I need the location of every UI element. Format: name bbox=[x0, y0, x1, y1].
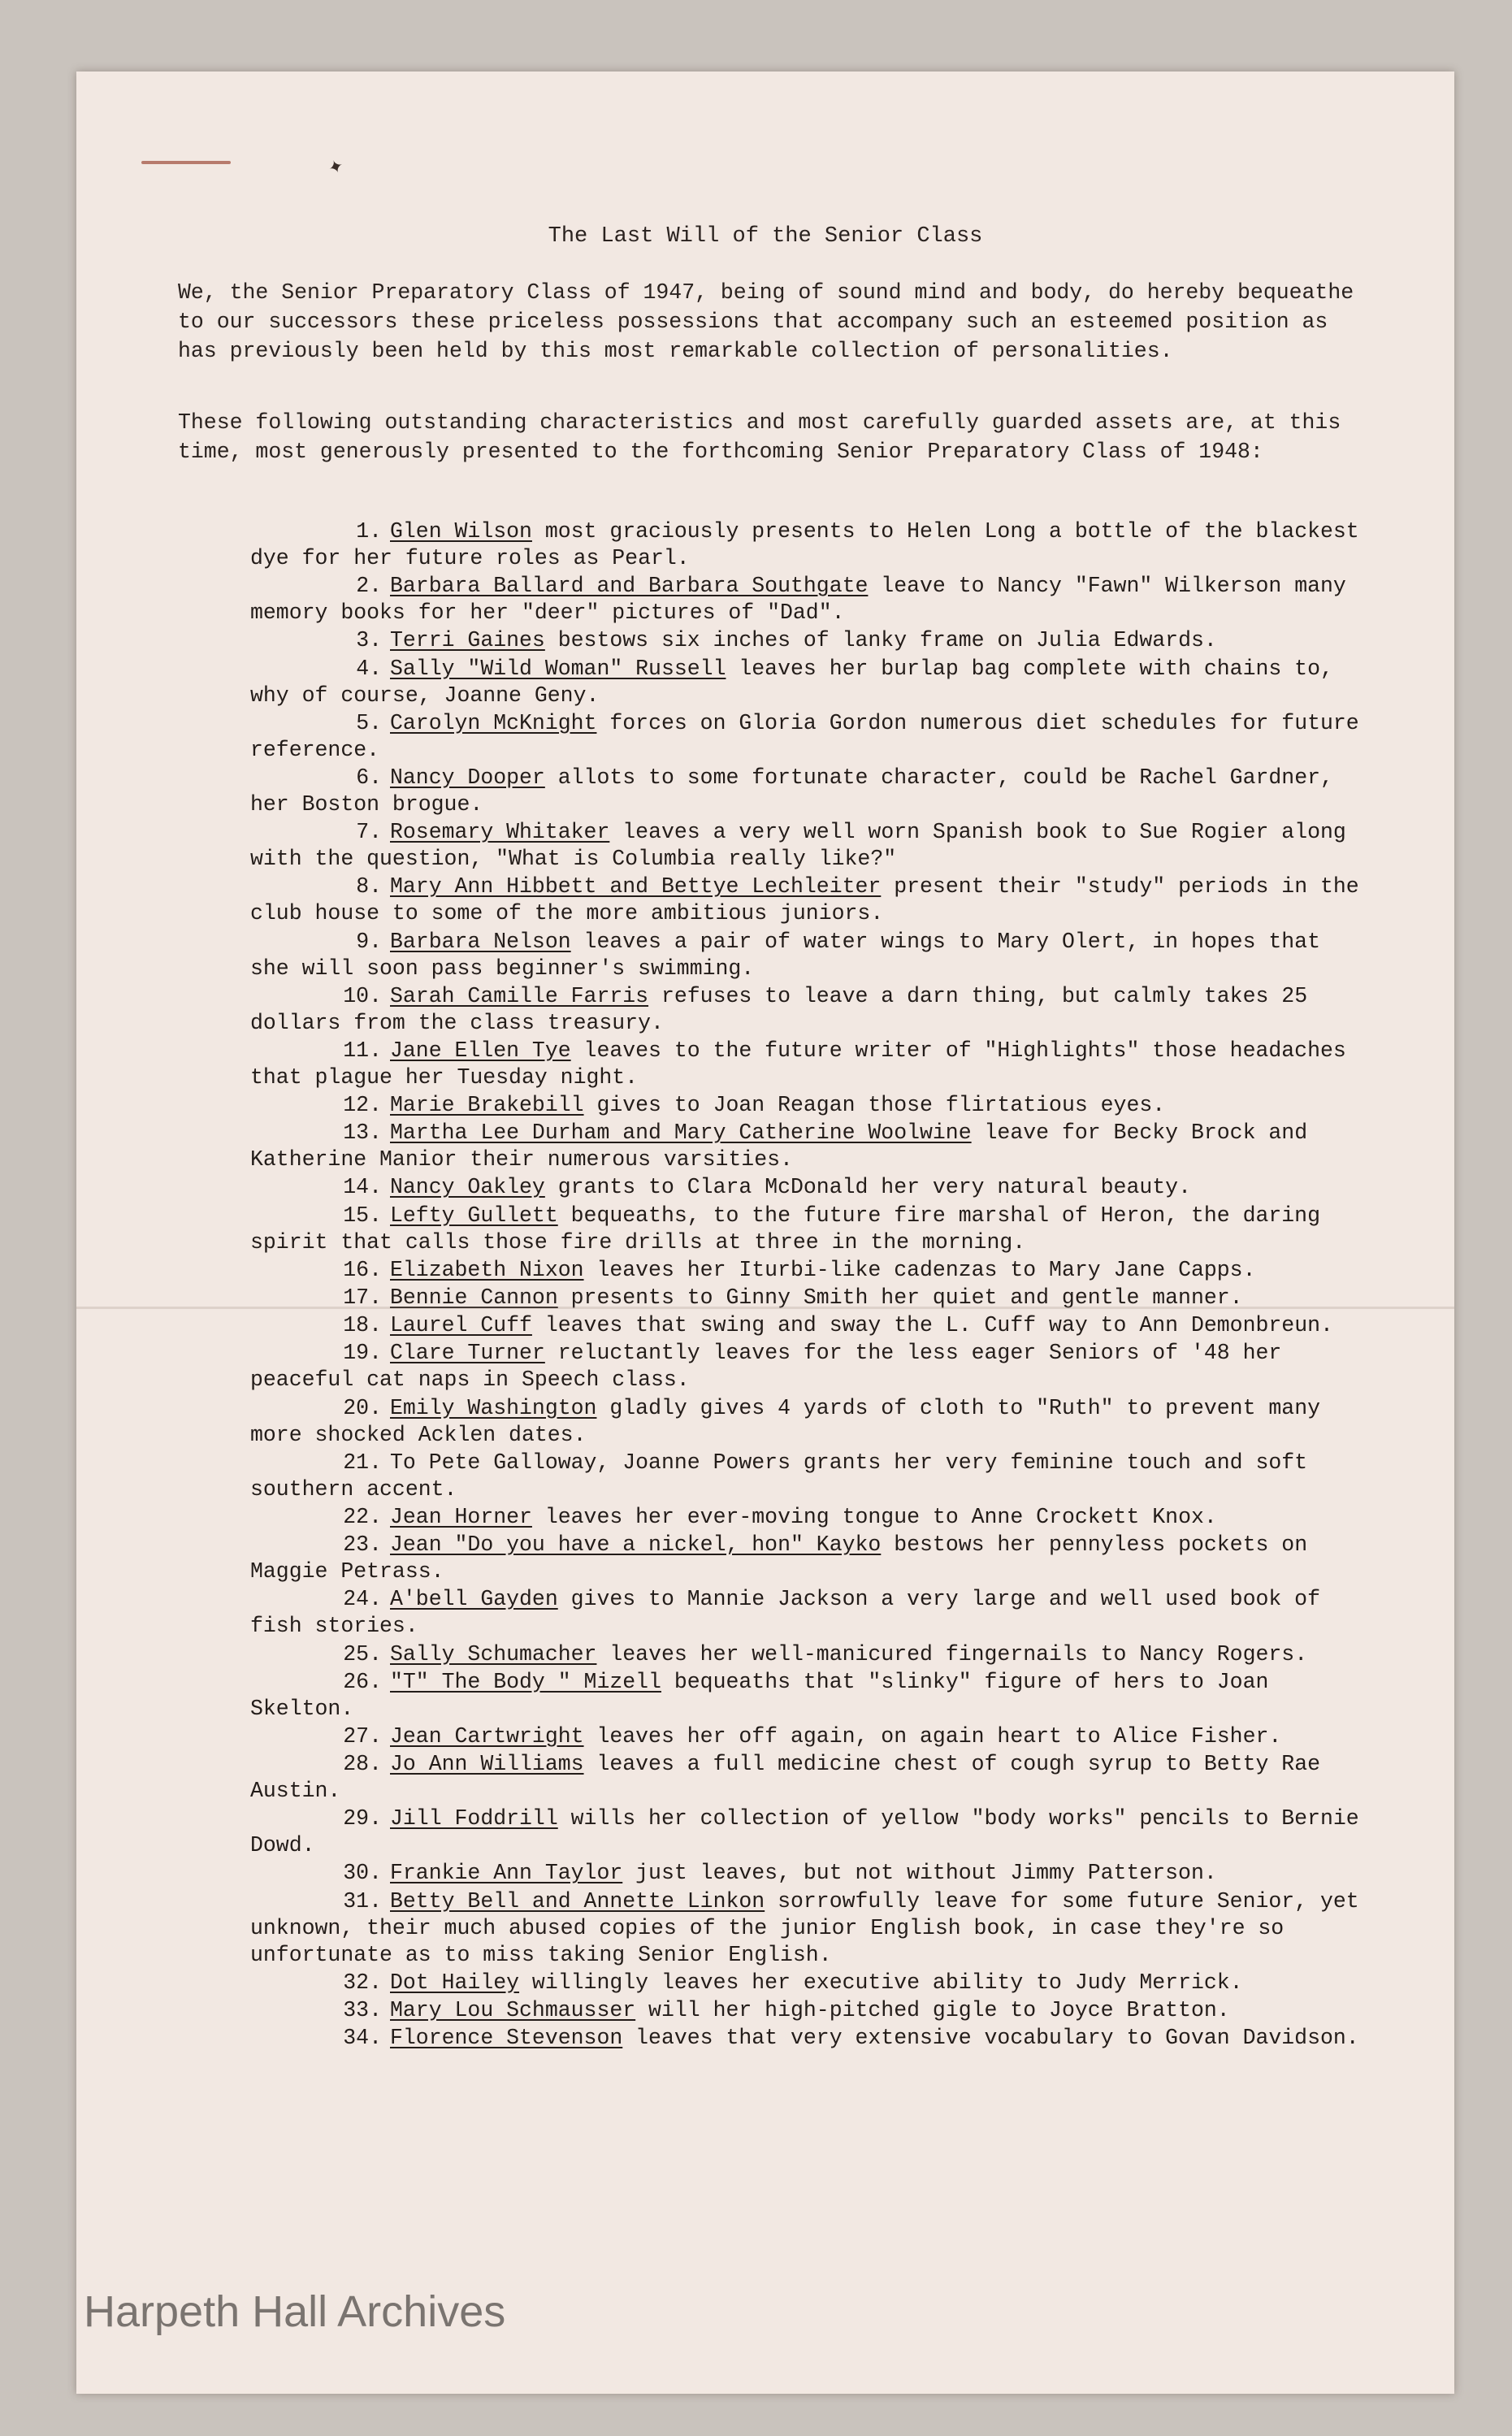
item-text: presents to Ginny Smith her quiet and gentle manner. bbox=[557, 1285, 1243, 1310]
list-item bbox=[250, 1669, 1371, 1723]
item-text: bequeaths, to the future fire marshal of Heron, the daring spirit that calls those fire drills at three in the morning. bbox=[250, 1203, 1320, 1255]
item-text: forces on Gloria Gordon numerous diet schedules for future reference. bbox=[250, 710, 1359, 762]
list-item bbox=[250, 1257, 1371, 1284]
item-number: 1. bbox=[356, 519, 382, 544]
item-name: Clare Turner bbox=[390, 1341, 545, 1366]
item-number: 5. bbox=[356, 710, 382, 735]
item-text: grants to Clara McDonald her very natural beauty. bbox=[544, 1175, 1191, 1200]
intro-paragraph-2: These following outstanding characteristics and most carefully guarded assets are, at this time, most generously presented to the forthcoming Senior Preparatory Class of 1948: bbox=[178, 410, 1341, 464]
item-number: 18. bbox=[343, 1313, 382, 1338]
list-item bbox=[250, 627, 1371, 654]
item-name: Frankie Ann Taylor bbox=[390, 1861, 623, 1886]
item-name: Barbara Ballard and Barbara Southgate bbox=[390, 574, 869, 599]
item-name: Mary Ann Hibbett and Bettye Lechleiter bbox=[390, 874, 882, 899]
list-item bbox=[250, 573, 1371, 626]
item-text: willingly leaves her executive ability to Judy Merrick. bbox=[519, 1970, 1243, 1995]
list-item bbox=[250, 1586, 1371, 1640]
item-text: allots to some fortunate character, could be Rachel Gardner, her Boston brogue. bbox=[250, 765, 1333, 817]
item-name: Jill Foddrill bbox=[390, 1806, 558, 1831]
list-item bbox=[250, 1312, 1371, 1339]
list-item bbox=[250, 873, 1371, 927]
item-number: 3. bbox=[356, 628, 382, 653]
item-text: sorrowfully leave for some future Senior, yet unknown, their much abused copies of the junior English book, in case they're so unfortunate as to miss taking Senior English. bbox=[250, 1888, 1359, 1967]
list-item bbox=[250, 1723, 1371, 1750]
item-number: 33. bbox=[343, 1998, 382, 2022]
item-name: "T" The Body " Mizell bbox=[390, 1669, 661, 1694]
item-text: will her high-pitched gigle to Joyce Bratton. bbox=[635, 1998, 1230, 2022]
list-item bbox=[250, 1970, 1371, 1996]
item-name: Sally Schumacher bbox=[390, 1641, 597, 1667]
item-name: Sally "Wild Woman" Russell bbox=[390, 656, 726, 681]
item-number: 26. bbox=[343, 1669, 382, 1694]
item-number: 21. bbox=[343, 1450, 382, 1475]
item-name: Jean Cartwright bbox=[390, 1723, 584, 1749]
item-number: 29. bbox=[343, 1806, 382, 1831]
item-name: Jo Ann Williams bbox=[390, 1752, 584, 1777]
list-item bbox=[250, 1860, 1371, 1887]
list-item bbox=[250, 1174, 1371, 1201]
list-item bbox=[250, 1751, 1371, 1805]
list-item bbox=[250, 1641, 1371, 1668]
document-page bbox=[76, 72, 1454, 2394]
item-number: 19. bbox=[343, 1341, 382, 1366]
item-number: 12. bbox=[343, 1093, 382, 1118]
list-item bbox=[250, 983, 1371, 1037]
item-name: Jean Horner bbox=[390, 1504, 532, 1529]
list-item bbox=[250, 2025, 1371, 2052]
item-text: leaves to the future writer of "Highlights" those headaches that plague her Tuesday night. bbox=[250, 1038, 1346, 1090]
item-name: Rosemary Whitaker bbox=[390, 820, 610, 845]
item-name: Jane Ellen Tye bbox=[390, 1038, 571, 1063]
item-name: Dot Hailey bbox=[390, 1970, 520, 1995]
item-text: present their "study" periods in the club house to some of the more ambitious juniors. bbox=[250, 874, 1359, 926]
item-text: To Pete Galloway, Joanne Powers grants her very feminine touch and soft southern accent. bbox=[250, 1450, 1308, 1502]
item-name: Terri Gaines bbox=[390, 628, 545, 653]
item-text: just leaves, but not without Jimmy Patterson. bbox=[622, 1861, 1217, 1886]
list-item bbox=[250, 1092, 1371, 1119]
list-item bbox=[250, 1203, 1371, 1256]
item-text: refuses to leave a darn thing, but calmly takes 25 dollars from the class treasury. bbox=[250, 983, 1308, 1035]
item-number: 30. bbox=[343, 1861, 382, 1886]
item-number: 34. bbox=[343, 2026, 382, 2051]
item-number: 23. bbox=[343, 1532, 382, 1558]
page-title: The Last Will of the Senior Class bbox=[548, 224, 983, 249]
item-name: Jean "Do you have a nickel, hon" Kayko bbox=[390, 1532, 882, 1558]
item-name: A'bell Gayden bbox=[390, 1587, 558, 1612]
list-item bbox=[250, 1532, 1371, 1585]
list-item bbox=[250, 1038, 1371, 1091]
item-number: 7. bbox=[356, 820, 382, 845]
item-name: Mary Lou Schmausser bbox=[390, 1998, 636, 2022]
item-text: leaves a pair of water wings to Mary Olert, in hopes that she will soon pass beginner's swimming. bbox=[250, 929, 1320, 981]
item-name: Bennie Cannon bbox=[390, 1285, 558, 1310]
item-text: leaves a very well worn Spanish book to Sue Rogier along with the question, "What is Columbia really like?" bbox=[250, 820, 1346, 872]
item-text: reluctantly leaves for the less eager Seniors of '48 her peaceful cat naps in Speech class. bbox=[250, 1341, 1282, 1393]
item-name: Marie Brakebill bbox=[390, 1093, 584, 1118]
list-item bbox=[250, 1888, 1371, 1969]
list-item bbox=[250, 518, 1371, 572]
item-number: 9. bbox=[356, 929, 382, 954]
item-name: Nancy Oakley bbox=[390, 1175, 545, 1200]
list-item bbox=[250, 1450, 1371, 1503]
item-text: leaves that swing and sway the L. Cuff way to Ann Demonbreun. bbox=[531, 1313, 1333, 1338]
item-name: Betty Bell and Annette Linkon bbox=[390, 1888, 765, 1914]
item-number: 17. bbox=[343, 1285, 382, 1310]
item-name: Martha Lee Durham and Mary Catherine Woolwine bbox=[390, 1120, 972, 1146]
item-name: Florence Stevenson bbox=[390, 2026, 623, 2051]
archive-watermark: Harpeth Hall Archives bbox=[84, 2287, 506, 2336]
item-name: Lefty Gullett bbox=[390, 1203, 558, 1228]
list-item bbox=[250, 1340, 1371, 1394]
item-name: Barbara Nelson bbox=[390, 929, 571, 954]
item-number: 4. bbox=[356, 656, 382, 681]
item-number: 10. bbox=[343, 983, 382, 1008]
item-number: 16. bbox=[343, 1257, 382, 1282]
item-text: wills her collection of yellow "body works" pencils to Bernie Dowd. bbox=[250, 1806, 1359, 1858]
item-name: Elizabeth Nixon bbox=[390, 1257, 584, 1282]
item-number: 27. bbox=[343, 1723, 382, 1749]
item-text: leaves a full medicine chest of cough syrup to Betty Rae Austin. bbox=[250, 1752, 1320, 1804]
list-item bbox=[250, 819, 1371, 873]
item-name: Sarah Camille Farris bbox=[390, 983, 649, 1008]
intro-paragraph: We, the Senior Preparatory Class of 1947, being of sound mind and body, do hereby bequeathe to our successors these priceless possessions that accompany such an esteemed position as has previously been held by this most remarkable collection of personalities. bbox=[178, 280, 1354, 363]
item-number: 14. bbox=[343, 1175, 382, 1200]
item-text: leaves her off again, on again heart to Alice Fisher. bbox=[583, 1723, 1282, 1749]
item-number: 15. bbox=[343, 1203, 382, 1228]
item-name: Glen Wilson bbox=[390, 519, 532, 544]
item-number: 11. bbox=[343, 1038, 382, 1063]
item-text: bestows her pennyless pockets on Maggie Petrass. bbox=[250, 1532, 1308, 1584]
list-item bbox=[250, 1120, 1371, 1173]
list-item bbox=[250, 1805, 1371, 1859]
item-number: 32. bbox=[343, 1970, 382, 1995]
list-item bbox=[250, 929, 1371, 982]
item-number: 2. bbox=[356, 574, 382, 599]
item-number: 28. bbox=[343, 1752, 382, 1777]
item-text: leaves her well-manicured fingernails to Nancy Rogers. bbox=[596, 1641, 1308, 1667]
item-name: Carolyn McKnight bbox=[390, 710, 597, 735]
list-item bbox=[250, 1285, 1371, 1311]
item-text: leave to Nancy "Fawn" Wilkerson many memory books for her "deer" pictures of "Dad". bbox=[250, 574, 1346, 626]
item-number: 25. bbox=[343, 1641, 382, 1667]
item-text: gives to Joan Reagan those flirtatious eyes. bbox=[583, 1093, 1166, 1118]
item-name: Nancy Dooper bbox=[390, 765, 545, 790]
list-item bbox=[250, 1504, 1371, 1531]
item-text: gladly gives 4 yards of cloth to "Ruth" to prevent many more shocked Acklen dates. bbox=[250, 1395, 1320, 1447]
item-text: leave for Becky Brock and Katherine Manior their numerous varsities. bbox=[250, 1120, 1308, 1172]
item-text: leaves that very extensive vocabulary to Govan Davidson. bbox=[622, 2026, 1359, 2051]
item-number: 13. bbox=[343, 1120, 382, 1146]
list-item bbox=[250, 656, 1371, 709]
list-item bbox=[250, 1395, 1371, 1449]
item-name: Laurel Cuff bbox=[390, 1313, 532, 1338]
item-text: leaves her Iturbi-like cadenzas to Mary Jane Capps. bbox=[583, 1257, 1256, 1282]
item-text: bestows six inches of lanky frame on Julia Edwards. bbox=[544, 628, 1217, 653]
item-text: leaves her ever-moving tongue to Anne Crockett Knox. bbox=[531, 1504, 1217, 1529]
item-number: 24. bbox=[343, 1587, 382, 1612]
item-text: most graciously presents to Helen Long a bottle of the blackest dye for her future roles as Pearl. bbox=[250, 519, 1359, 570]
list-item bbox=[250, 1997, 1371, 2024]
item-text: leaves her burlap bag complete with chains to, why of course, Joanne Geny. bbox=[250, 656, 1333, 708]
item-number: 6. bbox=[356, 765, 382, 790]
item-number: 22. bbox=[343, 1504, 382, 1529]
list-item bbox=[250, 710, 1371, 764]
bequest-list bbox=[250, 518, 1371, 2052]
item-number: 20. bbox=[343, 1395, 382, 1420]
item-name: Emily Washington bbox=[390, 1395, 597, 1420]
item-text: bequeaths that "slinky" figure of hers to Joan Skelton. bbox=[250, 1669, 1269, 1721]
pin-mark bbox=[141, 161, 231, 164]
ink-blot-icon: ✦ bbox=[324, 151, 348, 183]
item-number: 31. bbox=[343, 1888, 382, 1914]
list-item bbox=[250, 765, 1371, 818]
item-text: gives to Mannie Jackson a very large and well used book of fish stories. bbox=[250, 1587, 1320, 1639]
item-number: 8. bbox=[356, 874, 382, 899]
